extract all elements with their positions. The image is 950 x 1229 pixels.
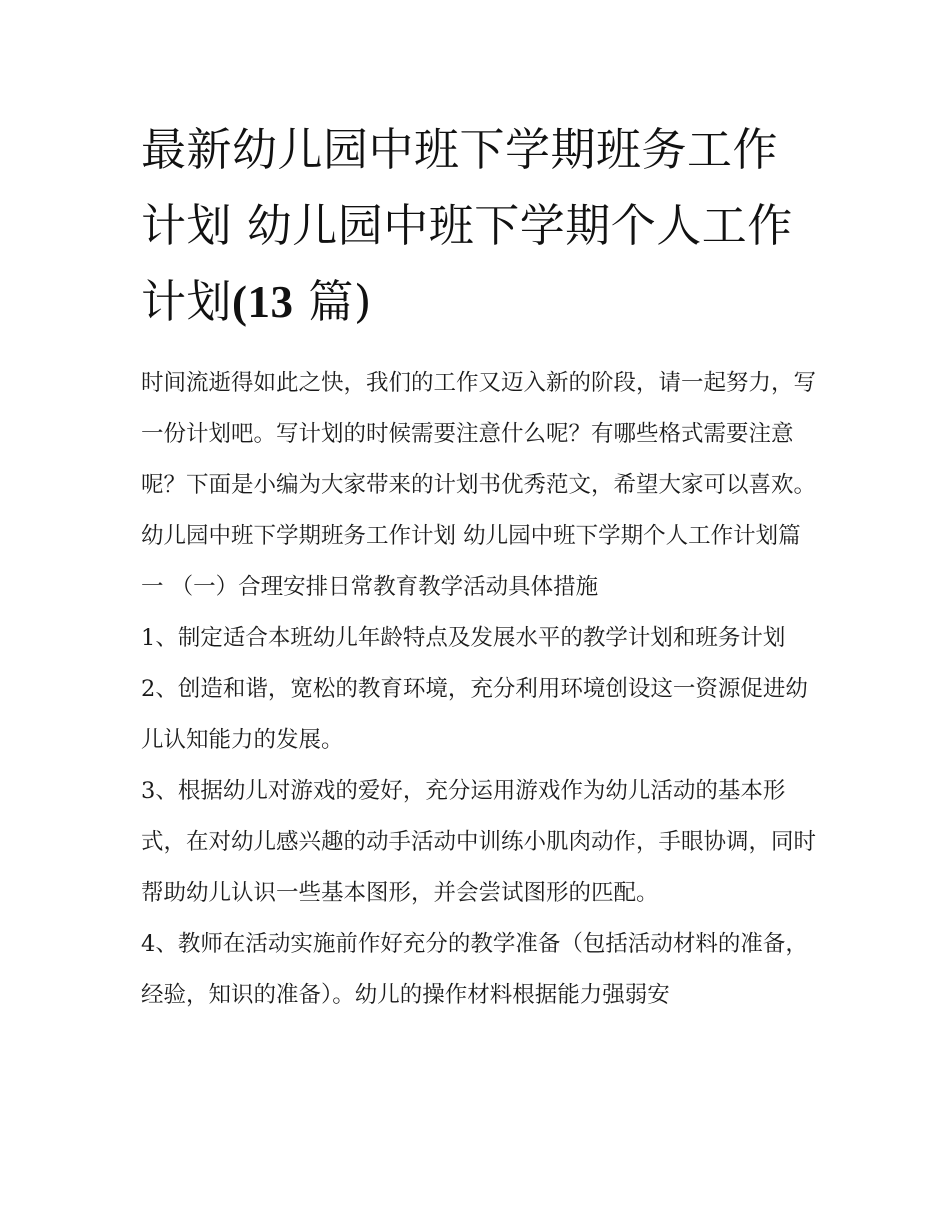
document-title — [141, 112, 821, 340]
list-item-1: 1、制定适合本班幼儿年龄特点及发展水平的教学计划和班务计划 2、创造和谐，宽松的教育环境，充分利用环境创设这一资源促进幼儿认知能力的发展。 — [141, 625, 808, 753]
list-item-4: 4、教师在活动实施前作好充分的教学准备（包括活动材料的准备，经验，知识的准备）。幼儿的操作材料根据能力强弱安 — [141, 931, 808, 1008]
section-heading-paragraph: 幼儿园中班下学期班务工作计划 幼儿园中班下学期个人工作计划篇一 （一）合理安排日常教育教学活动具体措施 — [141, 523, 801, 600]
intro-paragraph: 时间流逝得如此之快，我们的工作又迈入新的阶段，请一起努力，写一份计划吧。写计划的时候需要注意什么呢？有哪些格式需要注意呢？下面是小编为大家带来的计划书优秀范文，希望大家可以喜欢。 — [141, 370, 817, 498]
list-item-3: 3、根据幼儿对游戏的爱好，充分运用游戏作为幼儿活动的基本形式，在对幼儿感兴趣的动手活动中训练小肌肉动作，手眼协调，同时帮助幼儿认识一些基本图形，并会尝试图形的匹配。 — [141, 778, 817, 906]
title-text: 最新幼儿园中班下学期班务工作计划 幼儿园中班下学期个人工作计划 — [141, 123, 793, 328]
title-suffix: 篇) — [293, 275, 372, 328]
title-count: (13 — [232, 277, 294, 327]
document-body — [141, 358, 821, 1021]
